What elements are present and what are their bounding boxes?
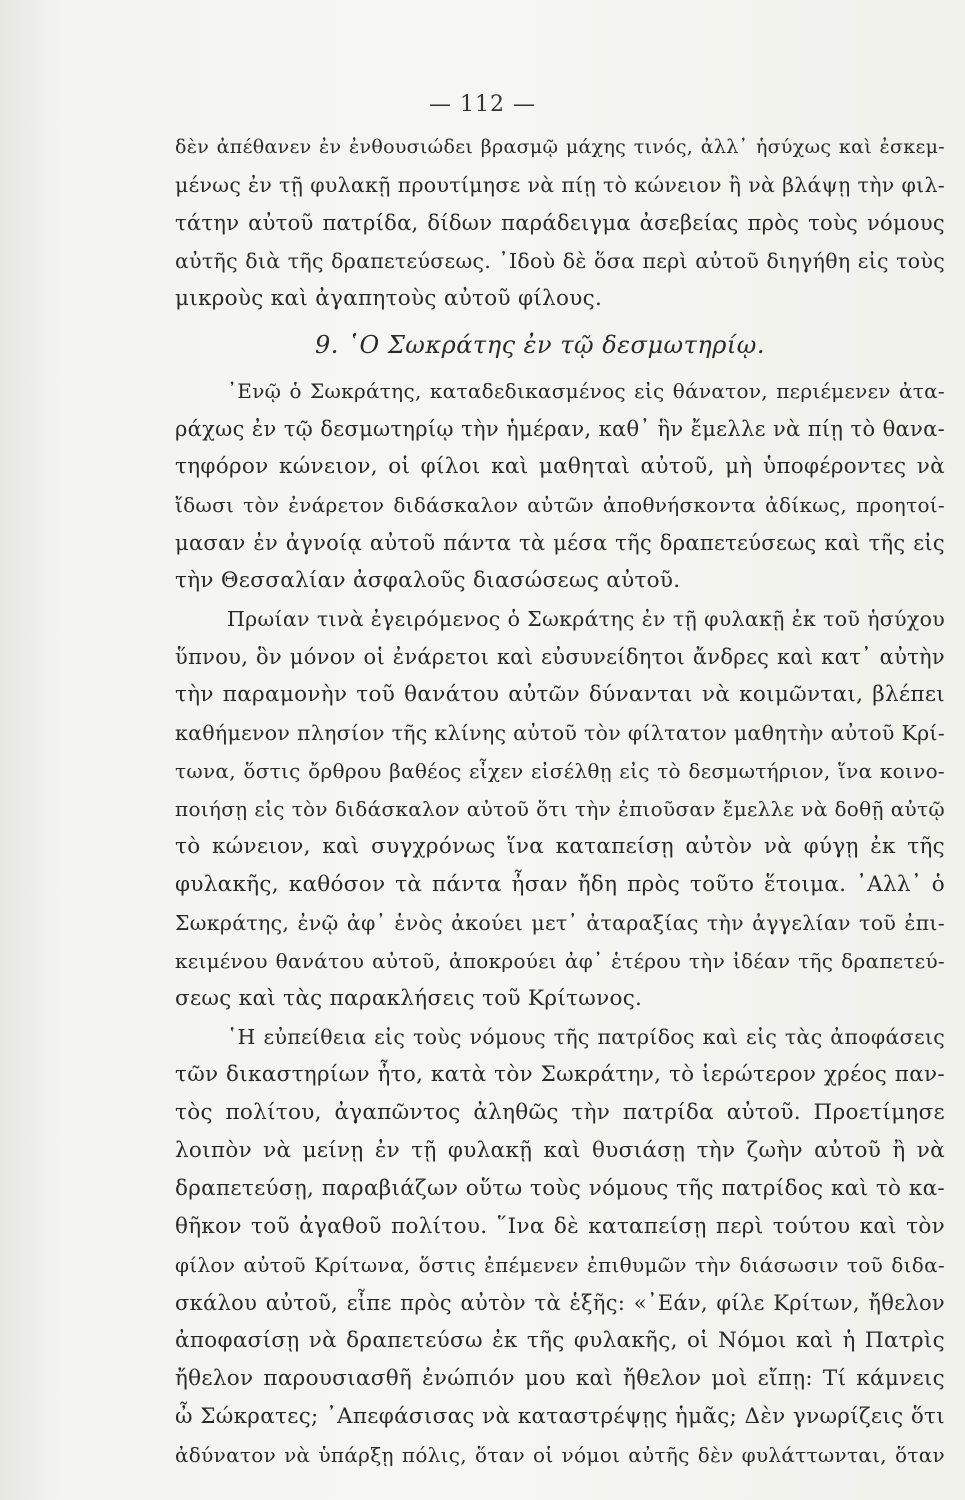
text-line: τηφόρον κώνειον, οἱ φίλοι καὶ μαθηταὶ αὐτοῦ, μὴ ὑποφέροντες νὰ xyxy=(175,454,945,479)
text-line: δὲν ἀπέθανεν ἐν ἐνθουσιώδει βρασμῷ μάχης τινός, ἀλλ᾿ ἡσύχως καὶ ἐσκεμ- xyxy=(175,136,945,158)
text-line: τὸ κώνειον, καὶ συγχρόνως ἵνα καταπείσῃ αὐτὸν νὰ φύγῃ ἐκ τῆς xyxy=(175,834,945,859)
text-line: ῾Η εὐπείθεια εἰς τοὺς νόμους τῆς πατρίδος καὶ εἰς τὰς ἀποφάσεις xyxy=(227,1025,945,1049)
text-line: κειμένου θανάτου αὐτοῦ, ἀποκρούει ἀφ᾿ ἑτέρου τὴν ἰδέαν τῆς δραπετεύ- xyxy=(175,949,945,973)
text-line: τάτην αὐτοῦ πατρίδα, δίδων παράδειγμα ἀσεβείας πρὸς τοὺς νόμους xyxy=(175,211,945,235)
text-line: δραπετεύσῃ, παραβιάζων οὕτω τοὺς νόμους τῆς πατρίδος καὶ τὸ κα- xyxy=(175,1176,945,1201)
text-line: ἀποφασίσῃ νὰ δραπετεύσω ἐκ τῆς φυλακῆς, οἱ Νόμοι καὶ ἡ Πατρὶς xyxy=(175,1328,945,1353)
text-line: μικροὺς καὶ ἀγαπητοὺς αὐτοῦ φίλους. xyxy=(175,286,603,311)
text-line: μασαν ἐν ἀγνοίᾳ αὐτοῦ πάντα τὰ μέσα τῆς δραπετεύσεως καὶ τῆς εἰς xyxy=(175,531,945,555)
text-line: ἤθελον παρουσιασθῆ ἐνώπιόν μου καὶ ἤθελον μοὶ εἴπῃ: Τί κάμνεις xyxy=(175,1366,945,1391)
text-line: καθήμενον πλησίον τῆς κλίνης αὐτοῦ τὸν φίλτατον μαθητὴν αὐτοῦ Κρί- xyxy=(175,721,945,745)
text-line: ὦ Σώκρατες; ᾿Απεφάσισας νὰ καταστρέψῃς ἡμᾶς; Δὲν γνωρίζεις ὅτι xyxy=(175,1404,945,1429)
text-line: αὐτῆς διὰ τῆς δραπετεύσεως. ᾿Ιδοὺ δὲ ὅσα περὶ αὐτοῦ διηγήθη εἰς τοὺς xyxy=(175,249,945,273)
text-line: ἀδύνατον νὰ ὑπάρξῃ πόλις, ὅταν οἱ νόμοι αὐτῆς δὲν φυλάττωνται, ὅταν xyxy=(175,1443,945,1467)
text-line: τὸς πολίτου, ἀγαπῶντος ἀληθῶς τὴν πατρίδα αὐτοῦ. Προετίμησε xyxy=(175,1100,945,1125)
text-line: τῶν δικαστηρίων ἦτο, κατὰ τὸν Σωκράτην, τὸ ἱερώτερον χρέος παν- xyxy=(175,1062,945,1087)
text-line: σκάλου αὐτοῦ, εἶπε πρὸς αὐτὸν τὰ ἑξῆς: «᾿Εάν, φίλε Κρίτων, ἤθελον xyxy=(175,1291,945,1315)
body-text xyxy=(175,128,945,1474)
text-line: ὕπνου, ὃν μόνον οἱ ἐνάρετοι καὶ εὐσυνείδητοι ἄνδρες καὶ κατ᾿ αὐτὴν xyxy=(175,645,945,669)
text-line: τὴν παραμονὴν τοῦ θανάτου αὐτῶν δύνανται νὰ κοιμῶνται, βλέπει xyxy=(175,682,945,707)
text-line: ποιήσῃ εἰς τὸν διδάσκαλον αὐτοῦ ὅτι τὴν ἐπιοῦσαν ἔμελλε νὰ δοθῇ αὐτῷ xyxy=(175,797,945,821)
text-line: τωνα, ὅστις ὄρθρου βαθέος εἶχεν εἰσέλθῃ εἰς τὸ δεσμωτήριον, ἵνα κοινο- xyxy=(175,759,945,783)
text-line: ᾿Ενῷ ὁ Σωκράτης, καταδεδικασμένος εἰς θάνατον, περιέμενεν ἀτα- xyxy=(227,379,945,403)
text-line: ἴδωσι τὸν ἐνάρετον διδάσκαλον αὐτῶν ἀποθνήσκοντα ἀδίκως, προητοί- xyxy=(175,493,945,517)
text-line: λοιπὸν νὰ μείνῃ ἐν τῇ φυλακῇ καὶ θυσιάσῃ τὴν ζωὴν αὐτοῦ ἢ νὰ xyxy=(175,1138,945,1163)
text-line: μένως ἐν τῇ φυλακῇ προυτίμησε νὰ πίῃ τὸ κώνειον ἢ νὰ βλάψῃ τὴν φιλ- xyxy=(175,173,945,197)
text-line: σεως καὶ τὰς παρακλήσεις τοῦ Κρίτωνος. xyxy=(175,986,643,1011)
text-line: φυλακῆς, καθόσον τὰ πάντα ἦσαν ἤδη πρὸς τοῦτο ἕτοιμα. ᾿Αλλ᾿ ὁ xyxy=(175,872,945,897)
text-line: τὴν Θεσσαλίαν ἀσφαλοῦς διασώσεως αὐτοῦ. xyxy=(175,568,681,593)
text-line: θῆκον τοῦ ἀγαθοῦ πολίτου. ῞Ινα δὲ καταπείσῃ περὶ τούτου καὶ τὸν xyxy=(175,1214,945,1239)
page-number: — 112 — xyxy=(429,92,536,117)
text-line: Πρωίαν τινὰ ἐγειρόμενος ὁ Σωκράτης ἐν τῇ φυλακῇ ἐκ τοῦ ἡσύχου xyxy=(227,607,945,631)
text-line: ράχως ἐν τῷ δεσμωτηρίῳ τὴν ἡμέραν, καθ᾿ ἣν ἔμελλε νὰ πίῃ τὸ θανα- xyxy=(175,417,945,441)
section-heading: 9. ῾Ο Σωκράτης ἐν τῷ δεσμωτηρίῳ. xyxy=(315,331,765,359)
text-line: Σωκράτης, ἐνῷ ἀφ᾿ ἑνὸς ἀκούει μετ᾿ ἀταραξίας τὴν ἀγγελίαν τοῦ ἐπι- xyxy=(175,911,945,935)
text-line: φίλον αὐτοῦ Κρίτωνα, ὅστις ἐπέμενεν ἐπιθυμῶν τὴν διάσωσιν τοῦ διδα- xyxy=(175,1253,945,1277)
